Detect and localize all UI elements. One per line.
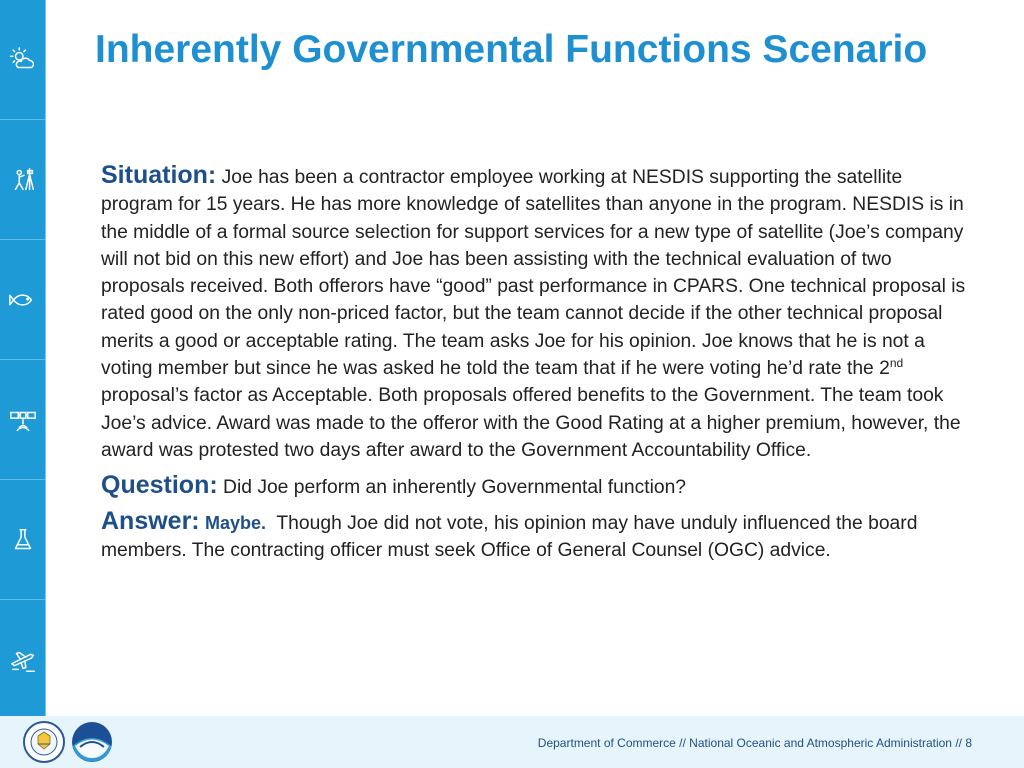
footer-logos xyxy=(22,719,118,765)
question-label: Question: xyxy=(101,471,218,500)
department-of-commerce-seal xyxy=(24,722,64,762)
situation-label: Situation: xyxy=(101,161,217,189)
sidebar-cell-flask xyxy=(0,480,45,600)
flask-icon xyxy=(8,525,38,555)
situation-paragraph xyxy=(101,162,971,464)
situation-text-part1: Joe has been a contractor employee working at NESDIS supporting the satellite program for 15 years. He has more knowledge of satellites than anyone in the program. NESDIS is in the middle of a formal source selection for support services for a new type of satellite (Joe’s company will not bid on this new effort) and Joe has been assisting with the technical evaluation of two proposals received. Both offerors have “good” past performance in CPARS. One technical proposal is rated good on the only non-priced factor, but the team cannot decide if the other technical proposal merits a good or acceptable rating. The team asks Joe for his opinion. Joe knows that he is not a voting member but since he was asked he told the team that if he were voting he’d rate the 2 xyxy=(101,167,966,380)
sidebar xyxy=(0,0,46,716)
footer-org-text: Department of Commerce // National Oceanic and Atmospheric Administration // 8 xyxy=(537,736,972,750)
slide-body xyxy=(101,162,971,564)
page-title: Inherently Governmental Functions Scenario xyxy=(95,28,928,71)
answer-paragraph xyxy=(101,508,971,565)
ordinal-superscript: nd xyxy=(889,356,904,371)
sidebar-cell-satellite xyxy=(0,360,45,480)
sidebar-cell-aircraft xyxy=(0,600,45,720)
answer-verdict: Maybe. xyxy=(205,512,267,533)
sidebar-cell-fish xyxy=(0,240,45,360)
weather-sun-cloud-icon xyxy=(8,45,38,75)
answer-label: Answer: xyxy=(101,506,200,535)
question-text: Did Joe perform an inherently Governmental function? xyxy=(223,477,687,499)
answer-text: Though Joe did not vote, his opinion may have unduly influenced the board members. The contracting officer must seek Office of General Counsel (OGC) advice. xyxy=(101,512,918,561)
aircraft-icon xyxy=(8,645,38,675)
satellite-icon xyxy=(8,405,38,435)
noaa-logo xyxy=(72,722,112,762)
fish-icon xyxy=(8,285,38,315)
sidebar-cell-surveyor xyxy=(0,120,45,240)
situation-text-part2: proposal’s factor as Acceptable. Both proposals offered benefits to the Government. The team took Joe’s advice. Award was made to the offeror with the Good Rating at a higher premium, however, the award was protested two days after award to the Government Accountability Office. xyxy=(101,385,961,461)
sidebar-cell-weather xyxy=(0,0,45,120)
question-paragraph xyxy=(101,472,971,501)
footer xyxy=(0,716,1024,768)
surveyor-icon xyxy=(8,165,38,195)
